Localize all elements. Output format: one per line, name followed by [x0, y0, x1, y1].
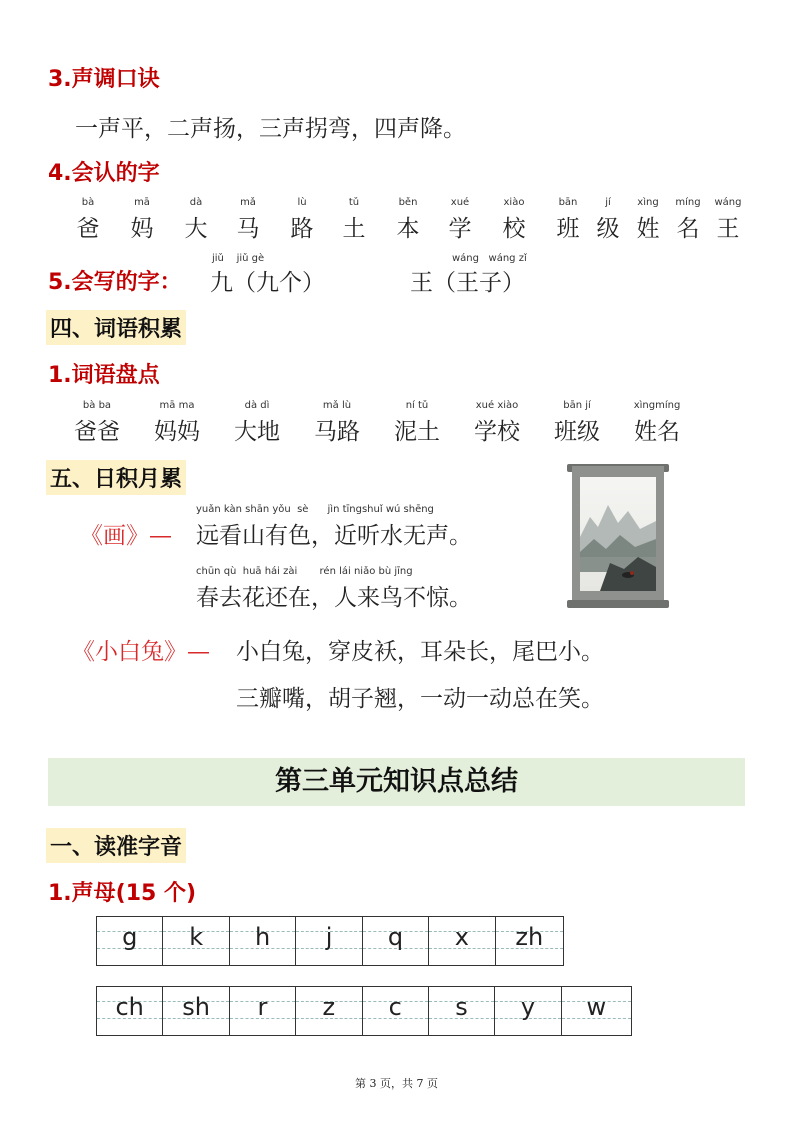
poem2-title: 《小白兔》—: [72, 639, 210, 665]
initial-letter: y: [520, 993, 536, 1021]
section-3-title: 3.声调口诀: [48, 67, 160, 92]
initial-letter: z: [322, 993, 336, 1021]
write-char-b: 王（王子）: [410, 270, 525, 296]
heading-daily-accumulation: 五、日积月累: [46, 460, 186, 495]
initial-letter: s: [455, 993, 468, 1021]
initial-letter: j: [325, 923, 333, 951]
review-word-pinyin: bà ba: [82, 400, 112, 411]
initials-title: 1.声母(15 个): [48, 881, 197, 906]
initial-cell: [163, 987, 229, 1035]
review-word-pinyin: bān jí: [563, 400, 591, 411]
recognize-char-glyph: 路: [290, 216, 314, 242]
recognize-char-pinyin: wáng: [714, 197, 742, 208]
review-word-text: 妈妈: [154, 419, 200, 445]
unit3-summary-banner: [48, 758, 745, 806]
recognize-char: [388, 197, 428, 243]
recognize-char-glyph: 王: [716, 216, 740, 242]
recognize-char-glyph: 马: [236, 216, 260, 242]
initial-cell: [230, 917, 296, 965]
tone-mnemonic-text: 一声平，二声扬，三声拐弯，四声降。: [75, 116, 466, 142]
recognize-char: [588, 197, 628, 243]
initial-letter: zh: [515, 923, 544, 951]
initial-cell: [562, 987, 631, 1035]
recognize-char: [668, 197, 708, 243]
initial-letter: q: [387, 923, 404, 951]
write-char-a-pinyin: jiǔ jiǔ gè: [212, 253, 265, 264]
recognize-char-glyph: 班: [556, 216, 580, 242]
review-word-text: 马路: [314, 419, 360, 445]
poem1-title: 《画》—: [80, 523, 172, 549]
initial-cell: [296, 917, 362, 965]
page-footer: 第 3 页，共 7 页: [355, 1077, 438, 1090]
word-review-title: 1.词语盘点: [48, 363, 160, 388]
review-word: [302, 400, 372, 446]
recognize-char: [282, 197, 322, 243]
review-word-pinyin: mǎ lù: [322, 400, 352, 411]
initial-letter: ch: [115, 993, 144, 1021]
review-word: [62, 400, 132, 446]
initial-letter: r: [257, 993, 268, 1021]
recognize-char-glyph: 大: [184, 216, 208, 242]
review-word: [542, 400, 612, 446]
recognize-char-pinyin: mǎ: [240, 197, 256, 208]
recognize-char-glyph: 妈: [130, 216, 154, 242]
review-word: [382, 400, 452, 446]
review-word-pinyin: dà dì: [244, 400, 270, 411]
heading-read-sounds: 一、读准字音: [46, 828, 186, 863]
recognize-char-glyph: 级: [596, 216, 620, 242]
recognize-char-pinyin: bān: [558, 197, 578, 208]
recognize-char-glyph: 爸: [76, 216, 100, 242]
initial-letter: g: [122, 923, 138, 951]
recognize-char-pinyin: běn: [398, 197, 418, 208]
initial-cell: [495, 987, 561, 1035]
initial-cell: [429, 917, 495, 965]
scroll-rod-bottom: [567, 600, 669, 608]
initials-grid-row1: [96, 916, 564, 966]
recognize-chars-row: [68, 197, 748, 245]
initial-cell: [496, 917, 563, 965]
initial-cell: [363, 987, 429, 1035]
initial-letter: w: [586, 993, 607, 1021]
review-word: [222, 400, 292, 446]
section-5-title: 5.会写的字：: [48, 270, 182, 295]
review-word-text: 爸爸: [74, 419, 120, 445]
initial-letter: h: [254, 923, 271, 951]
review-word-pinyin: xué xiào: [475, 400, 519, 411]
recognize-char-glyph: 校: [502, 216, 526, 242]
recognize-char-glyph: 姓: [636, 216, 660, 242]
recognize-char: [440, 197, 480, 243]
poem1-line2: 春去花还在，人来鸟不惊。: [196, 585, 472, 611]
initial-cell: [97, 987, 163, 1035]
recognize-char-glyph: 名: [676, 216, 700, 242]
initial-letter: c: [388, 993, 402, 1021]
recognize-char: [122, 197, 162, 243]
initial-letter: k: [189, 923, 204, 951]
initial-cell: [230, 987, 296, 1035]
initial-letter: x: [454, 923, 469, 951]
review-word: [142, 400, 212, 446]
recognize-char-pinyin: xué: [450, 197, 470, 208]
review-word-text: 班级: [554, 419, 600, 445]
heading-word-accumulation: 四、词语积累: [46, 310, 186, 345]
initial-cell: [363, 917, 429, 965]
recognize-char: [334, 197, 374, 243]
recognize-char: [494, 197, 534, 243]
recognize-char: [176, 197, 216, 243]
review-word-text: 大地: [234, 419, 280, 445]
review-word: [622, 400, 692, 446]
write-char-b-pinyin: wáng wáng zǐ: [452, 253, 527, 264]
poem1-line2-pinyin: chūn qù huā hái zài rén lái niǎo bù jīng: [196, 566, 413, 577]
review-word-pinyin: xìngmíng: [633, 400, 681, 411]
review-word-text: 学校: [474, 419, 520, 445]
poem1-line1-pinyin: yuǎn kàn shān yǒu sè jìn tīngshuǐ wú shēng: [196, 504, 434, 515]
recognize-char: [228, 197, 268, 243]
review-word-text: 泥土: [394, 419, 440, 445]
poem2-line1: 小白兔，穿皮袄，耳朵长，尾巴小。: [236, 639, 604, 665]
recognize-char-pinyin: tǔ: [348, 197, 360, 208]
recognize-char-glyph: 本: [396, 216, 420, 242]
initials-grid-row2: [96, 986, 632, 1036]
write-char-a: 九（九个）: [210, 270, 325, 296]
recognize-char-glyph: 学: [448, 216, 472, 242]
recognize-char-pinyin: mā: [134, 197, 150, 208]
recognize-char-pinyin: dà: [189, 197, 203, 208]
recognize-char-pinyin: míng: [675, 197, 701, 208]
recognize-char: [628, 197, 668, 243]
initial-letter: sh: [182, 993, 210, 1021]
initial-cell: [429, 987, 495, 1035]
recognize-char-pinyin: lù: [297, 197, 307, 208]
review-word-text: 姓名: [634, 419, 680, 445]
recognize-char-pinyin: xiào: [503, 197, 525, 208]
recognize-char-pinyin: jí: [605, 197, 611, 208]
landscape-painting-image: [580, 477, 656, 591]
recognize-char-pinyin: xìng: [637, 197, 659, 208]
review-word: [462, 400, 532, 446]
poem2-line2: 三瓣嘴，胡子翘，一动一动总在笑。: [236, 686, 604, 712]
section-4-title: 4.会认的字: [48, 161, 160, 186]
initial-cell: [163, 917, 229, 965]
review-word-pinyin: ní tǔ: [405, 400, 429, 411]
poem1-line1: 远看山有色，近听水无声。: [196, 523, 472, 549]
recognize-char-pinyin: bà: [81, 197, 95, 208]
review-word-pinyin: mā ma: [159, 400, 195, 411]
word-review-row: [68, 400, 748, 448]
unit3-summary-title: 第三单元知识点总结: [275, 766, 518, 797]
recognize-char: [708, 197, 748, 243]
initial-cell: [296, 987, 362, 1035]
initial-cell: [97, 917, 163, 965]
recognize-char-glyph: 土: [342, 216, 366, 242]
recognize-char: [548, 197, 588, 243]
recognize-char: [68, 197, 108, 243]
